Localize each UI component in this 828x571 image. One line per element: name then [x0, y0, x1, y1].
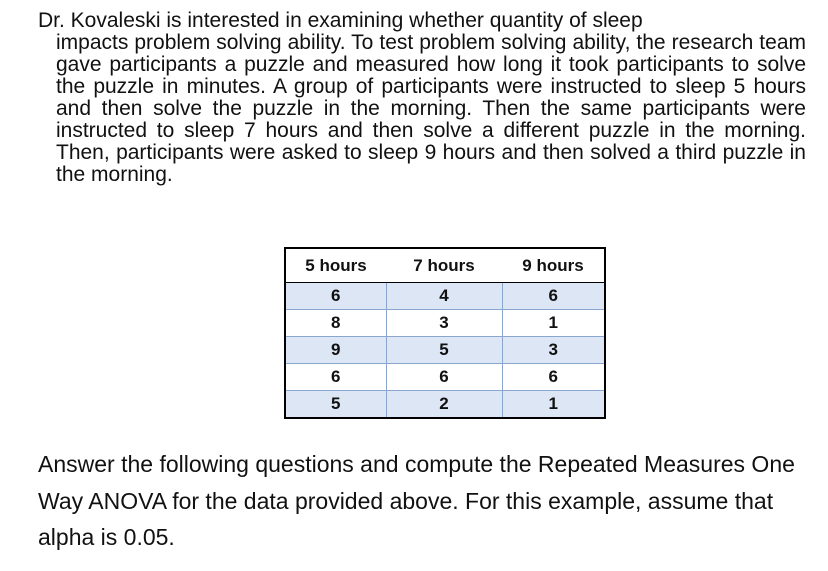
table-row: [285, 310, 605, 337]
table-cell: 6: [285, 364, 386, 391]
table-cell: 5: [386, 337, 502, 364]
table-header-row: [285, 248, 605, 283]
table-cell: 1: [502, 391, 605, 419]
table-cell: 3: [386, 310, 502, 337]
column-header-9-hours: 9 hours: [502, 248, 605, 283]
problem-description-body: impacts problem solving ability. To test problem solving ability, the research team gave participants a puzzle and measured how long it took participants to solve the puzzle in minutes. A group of participants were instructed to sleep 5 hours and then solve the puzzle in the morning. Then the same participants were instructed to sleep 7 hours and then solve a different puzzle in the morning. Then, participants were asked to sleep 9 hours and then solved a third puzzle in the morning.: [56, 31, 806, 186]
table-row: [285, 391, 605, 419]
table-cell: 6: [285, 283, 386, 310]
column-header-7-hours: 7 hours: [386, 248, 502, 283]
table-cell: 9: [285, 337, 386, 364]
problem-description-first-line: Dr. Kovaleski is interested in examining whether quantity of sleep: [38, 9, 643, 32]
problem-description: [38, 10, 806, 186]
table-cell: 5: [285, 391, 386, 419]
table-cell: 3: [502, 337, 605, 364]
table-cell: 8: [285, 310, 386, 337]
instructions-paragraph: Answer the following questions and compute the Repeated Measures One Way ANOVA for the data provided above. For this example, assume that alpha is 0.05.: [38, 451, 795, 550]
table-row: [285, 283, 605, 310]
table-cell: 6: [386, 364, 502, 391]
table-cell: 6: [502, 364, 605, 391]
table-cell: 2: [386, 391, 502, 419]
column-header-5-hours: 5 hours: [285, 248, 386, 283]
table-row: [285, 337, 605, 364]
table-row: [285, 364, 605, 391]
sleep-puzzle-data-table: [284, 247, 606, 419]
table-cell: 4: [386, 283, 502, 310]
table-cell: 1: [502, 310, 605, 337]
table-cell: 6: [502, 283, 605, 310]
